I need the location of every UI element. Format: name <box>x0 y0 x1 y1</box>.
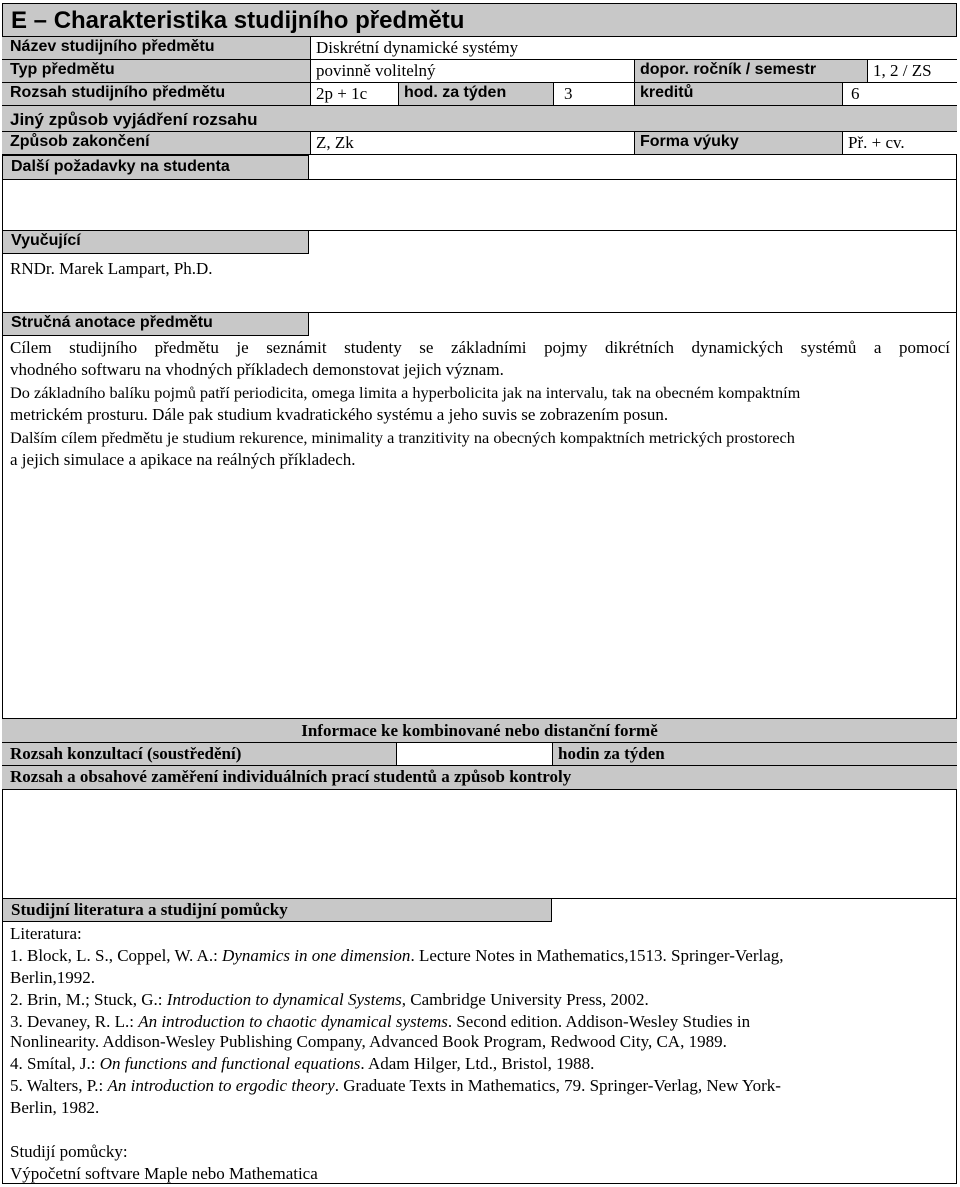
course-type-label: Typ předmětu <box>10 61 115 78</box>
literature-label: Studijní literatura a studijní pomůcky <box>2 898 552 922</box>
annotation-line: Do základního balíku pojmů patří periodicita, omega limita a hyperbolicita jak na intervalu, tak na obecném kompaktním <box>10 383 801 402</box>
literature-item-2 <box>10 989 950 1011</box>
item-title: An introduction to ergodic theory <box>107 1076 335 1095</box>
item-title: On functions and functional equations <box>99 1054 361 1073</box>
aids-value: Výpočetní softvare Maple nebo Mathematica <box>10 1164 318 1183</box>
annotation-line: Dalším cílem předmětu je studium rekurence, minimality a tranzitivity na obecných kompaktních metrických prostorech <box>10 428 795 447</box>
item-title: An introduction to chaotic dynamical systems <box>138 1012 448 1031</box>
literature-item-4 <box>10 1053 950 1075</box>
requirements-value <box>309 155 957 180</box>
literature-subheading: Literatura: <box>10 924 82 943</box>
year-semester-value: 1, 2 / ZS <box>867 60 957 82</box>
hours-value: 3 <box>553 83 634 105</box>
course-name-label: Název studijního předmětu <box>10 38 215 55</box>
item-title: Introduction to dynamical Systems <box>166 990 402 1009</box>
row-completion <box>2 132 957 155</box>
item-text: 3. Devaney, R. L.: <box>10 1012 139 1031</box>
item-text: , Cambridge University Press, 2002. <box>401 990 649 1009</box>
individual-work-label: Rozsah a obsahové zaměření individuálních prací studentů a způsob kontroly <box>10 767 572 786</box>
item-title: Dynamics in one dimension <box>222 946 411 965</box>
scope-value: 2p + 1c <box>310 83 398 105</box>
credits-value: 6 <box>842 83 957 105</box>
row-other-scope <box>2 106 957 132</box>
literature-item-3 <box>10 1011 950 1033</box>
teachers-label: Vyučující <box>2 230 309 254</box>
item-text: 1. Block, L. S., Coppel, W. A.: <box>10 946 223 965</box>
item-text: 2. Brin, M.; Stuck, G.: <box>10 990 167 1009</box>
course-type-value: povinně volitelný <box>310 60 634 82</box>
consult-value <box>396 743 552 765</box>
scope-label: Rozsah studijního předmětu <box>10 84 226 101</box>
row-individual-work <box>2 766 957 790</box>
row-course-type <box>2 60 957 83</box>
annotation-line: Cílem studijního předmětu je seznámit studenty se základními pojmy dikrétních dynamických systémů a pomocí <box>10 338 950 357</box>
form-label: Forma výuky <box>634 132 842 154</box>
literature-item-1-cont: Berlin,1992. <box>10 968 95 987</box>
hours-label: hod. za týden <box>398 83 553 105</box>
item-text: . Lecture Notes in Mathematics,1513. Springer-Verlag, <box>410 946 784 965</box>
literature-item-5-cont: Berlin, 1982. <box>10 1098 100 1117</box>
row-consultations <box>2 743 957 766</box>
year-semester-label: dopor. ročník / semestr <box>634 60 867 82</box>
annotation-label: Stručná anotace předmětu <box>2 312 309 336</box>
aids-label: Studijí pomůcky: <box>10 1142 128 1161</box>
requirements-label: Další požadavky na studenta <box>2 155 309 180</box>
distance-title: Informace ke kombinované nebo distanční formě <box>2 718 957 743</box>
page-title: E – Charakteristika studijního předmětu <box>2 3 957 37</box>
credits-label: kreditů <box>634 83 842 105</box>
form-value: Př. + cv. <box>842 132 957 154</box>
annotation-line: a jejich simulace a apikace na reálných příkladech. <box>10 450 356 469</box>
completion-value: Z, Zk <box>310 132 634 154</box>
item-text: . Second edition. Addison-Wesley Studies in <box>447 1012 751 1031</box>
row-course-name <box>2 37 957 60</box>
completion-label: Způsob zakončení <box>10 133 150 150</box>
course-name-value: Diskrétní dynamické systémy <box>310 37 957 59</box>
consult-label: Rozsah konzultací (soustředění) <box>10 744 242 763</box>
literature-item-5 <box>10 1075 950 1097</box>
row-course-scope <box>2 83 957 106</box>
item-text: 5. Walters, P.: <box>10 1076 108 1095</box>
item-text: 4. Smítal, J.: <box>10 1054 100 1073</box>
literature-item-3-cont: Nonlinearity. Addison-Wesley Publishing Company, Advanced Book Program, Redwood City, CA, 1989. <box>10 1032 727 1051</box>
consult-unit: hodin za týden <box>552 743 957 765</box>
item-text: . Graduate Texts in Mathematics, 79. Springer-Verlag, New York- <box>334 1076 781 1095</box>
annotation-line: metrickém prosturu. Dále pak studium kvadratického systému a jeho suvis se zobrazením posun. <box>10 405 669 424</box>
literature-item-1 <box>10 945 950 967</box>
teacher-name: RNDr. Marek Lampart, Ph.D. <box>10 259 213 278</box>
item-text: . Adam Hilger, Ltd., Bristol, 1988. <box>360 1054 595 1073</box>
annotation-line: vhodného softwaru na vhodných příkladech demonstovat jejich význam. <box>10 360 504 379</box>
other-scope-label: Jiný způsob vyjádření rozsahu <box>10 110 258 129</box>
